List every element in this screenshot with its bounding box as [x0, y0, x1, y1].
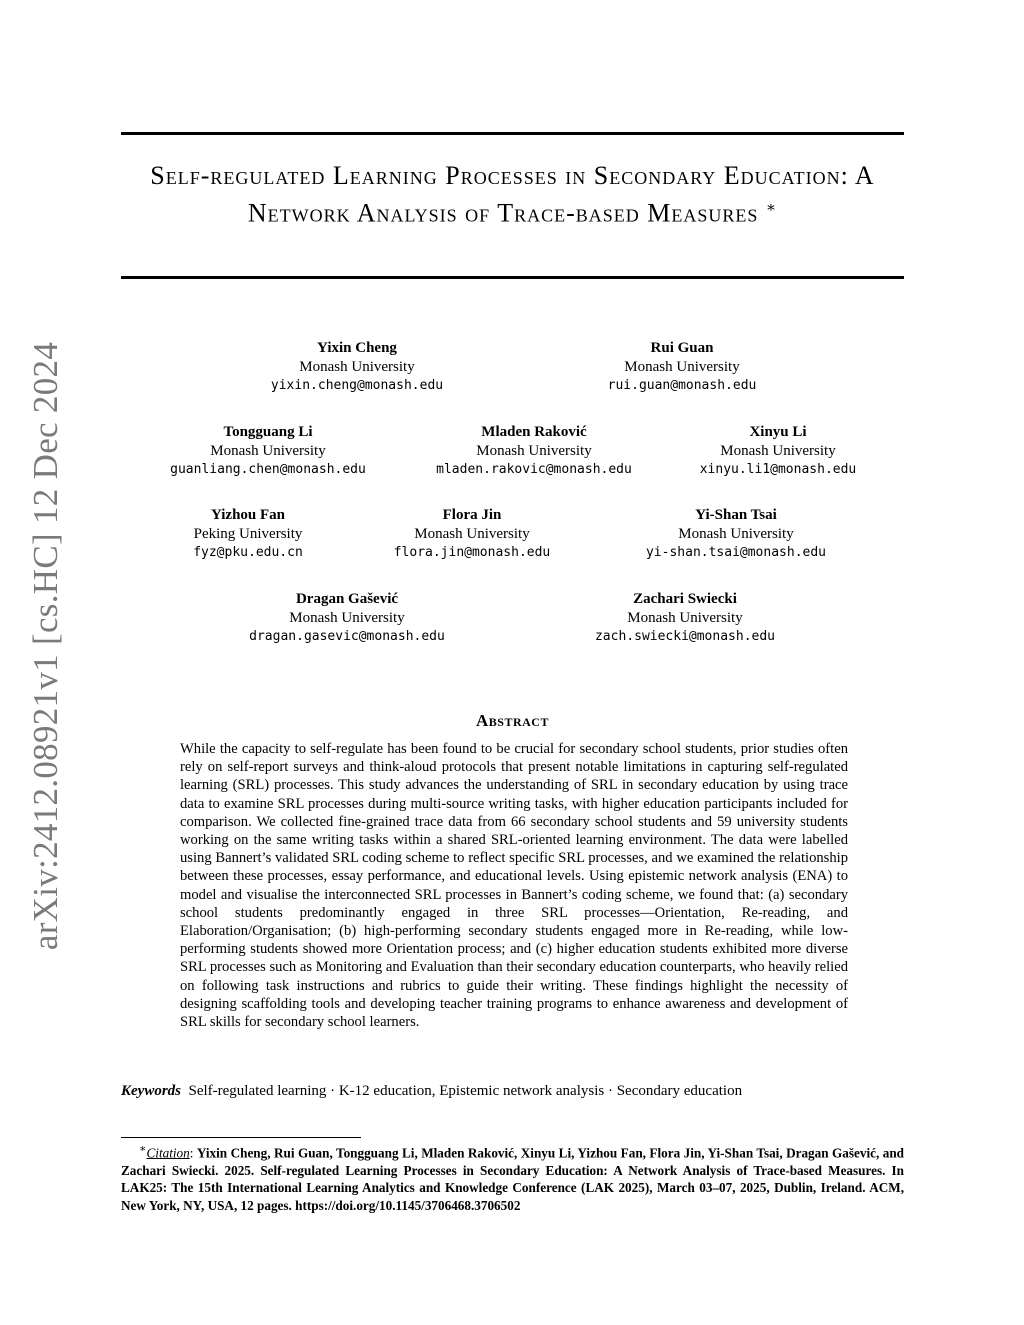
author-block — [535, 590, 835, 646]
author-email: rui.guan@monash.edu — [607, 378, 757, 393]
author-block — [586, 506, 886, 562]
abstract-body: While the capacity to self-regulate has been found to be crucial for secondary school students, prior studies often rely on self-report surveys and think-aloud protocols that present notable limitations in capturing self-regulated learning (SRL) processes. This study advances the understanding of SRL in secondary education by using trace data to examine SRL processes during multi-source writing tasks, with higher education participants included for comparison. We collected fine-grained trace data from 66 secondary school students and 59 university students working on the same writing tasks within a shared SRL-oriented learning environment. The data were labelled using Bannert’s validated SRL coding scheme to reflect specific SRL processes, and we examined the relationship between these processes, essay performance, and educational levels. Using epistemic network analysis (ENA) to model and visualise the interconnected SRL processes in Bannert’s coding scheme, we found that: (a) secondary school students predominantly engaged in three SRL processes—Orientation, Re-reading, and Elaboration/Organisation; (b) high-performing secondary students engaged more in Re-reading, while low-performing students showed more Orientation process; and (c) higher education students exhibited more diverse SRL processes such as Monitoring and Evaluation than their secondary education counterparts, who heavily relied on following task instructions and rubrics to guide their writing. These findings highlight the necessity of designing scaffolding tools and developing teacher training programs to enhance awareness and development of SRL skills for secondary school learners. — [180, 741, 848, 1031]
author-block — [118, 423, 418, 479]
keywords-label: Keywords — [121, 1083, 181, 1099]
footnote-rule — [121, 1137, 361, 1138]
author-email: dragan.gasevic@monash.edu — [249, 629, 445, 644]
author-email: yi-shan.tsai@monash.edu — [645, 545, 826, 560]
author-name: Yi-Shan Tsai — [695, 507, 777, 523]
author-affiliation: Peking University — [193, 526, 303, 542]
title-top-rule — [121, 132, 904, 135]
abstract-heading: Abstract — [476, 711, 549, 730]
author-name: Dragan Gašević — [295, 591, 399, 607]
author-block — [322, 506, 622, 562]
author-affiliation: Monash University — [678, 526, 794, 542]
author-affiliation: Monash University — [414, 526, 530, 542]
author-block — [207, 339, 507, 395]
author-email: guanliang.chen@monash.edu — [170, 462, 366, 477]
keywords-line — [121, 1083, 904, 1100]
author-name: Flora Jin — [442, 507, 502, 523]
citation-separator: : — [189, 1145, 197, 1161]
author-affiliation: Monash University — [299, 359, 415, 375]
paper-title-text: Self-regulated Learning Processes in Secondary Education: A Network Analysis of Trace-based Measures — [150, 161, 875, 228]
author-name: Rui Guan — [650, 340, 714, 356]
author-affiliation: Monash University — [476, 443, 592, 459]
citation-label: Citation — [146, 1145, 190, 1161]
arxiv-side-identifier — [18, 341, 74, 951]
keywords-text: Self-regulated learning · K-12 education, Epistemic network analysis · Secondary education — [188, 1083, 743, 1099]
paper-title — [121, 160, 904, 230]
citation-text: Yixin Cheng, Rui Guan, Tongguang Li, Mladen Raković, Xinyu Li, Yizhou Fan, Flora Jin, Yi-Shan Tsai, Dragan Gašević, and Zachari Swiecki. 2025. Self-regulated Learning Processes in Secondary Education: A Network Analysis of Trace-based Measures. In LAK25: The 15th International Learning Analytics and Knowledge Conference (LAK 2025), March 03–07, 2025, Dublin, Ireland. ACM, New York, NY, USA, 12 pages. https://doi.org/10.1145/3706468.3706502 — [121, 1145, 904, 1213]
author-block — [532, 339, 832, 395]
arxiv-id-text: arXiv:2412.08921v1 [cs.HC] 12 Dec 2024 — [26, 341, 65, 951]
author-affiliation: Monash University — [720, 443, 836, 459]
author-name: Mladen Raković — [481, 424, 587, 440]
author-block — [197, 590, 497, 646]
author-email: flora.jin@monash.edu — [393, 545, 551, 560]
author-name: Zachari Swiecki — [633, 591, 737, 607]
title-bottom-rule — [121, 276, 904, 279]
author-name: Yizhou Fan — [210, 507, 286, 523]
author-email: xinyu.li1@monash.edu — [699, 462, 857, 477]
author-email: fyz@pku.edu.cn — [193, 545, 303, 560]
author-name: Xinyu Li — [749, 424, 807, 440]
author-email: zach.swiecki@monash.edu — [594, 629, 775, 644]
citation-footnote — [121, 1141, 904, 1214]
footnote-mark: ∗ — [139, 1143, 147, 1155]
author-affiliation: Monash University — [624, 359, 740, 375]
author-email: mladen.rakovic@monash.edu — [436, 462, 632, 477]
author-name: Yixin Cheng — [317, 340, 397, 356]
author-affiliation: Monash University — [627, 610, 743, 626]
author-email: yixin.cheng@monash.edu — [270, 378, 444, 393]
author-affiliation: Monash University — [289, 610, 405, 626]
author-name: Tongguang Li — [223, 424, 313, 440]
author-affiliation: Monash University — [210, 443, 326, 459]
author-block — [628, 423, 928, 479]
title-footnote-mark: ∗ — [765, 200, 778, 216]
